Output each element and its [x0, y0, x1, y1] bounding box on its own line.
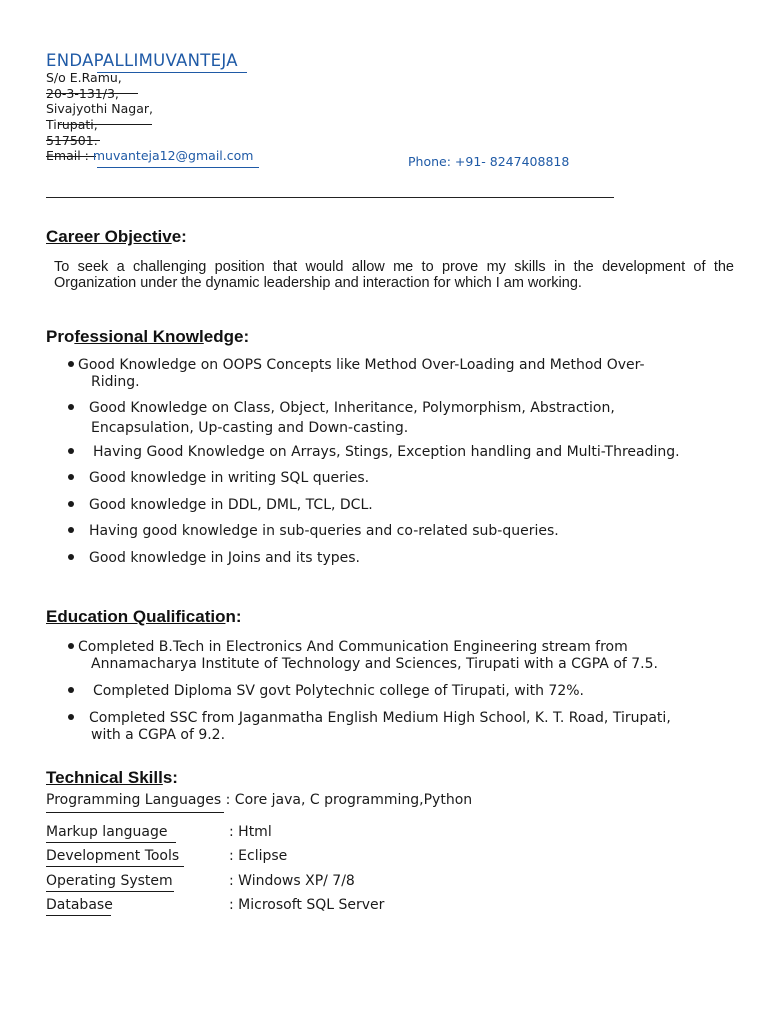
tech-value: : Microsoft SQL Server — [229, 897, 385, 913]
address-line: 20-3-131/3, — [46, 86, 119, 101]
bullet-icon — [68, 554, 74, 560]
bullet-icon — [68, 501, 74, 507]
address-line: Sivajyothi Nagar, — [46, 101, 153, 116]
candidate-name: ENDAPALLIMUVANTEJA — [46, 51, 238, 70]
tech-label: Database — [46, 897, 113, 913]
list-item-continued: Annamacharya Institute of Technology and Sciences, Tirupati with a CGPA of 7.5. — [91, 656, 658, 672]
list-item: Good knowledge in writing SQL queries. — [68, 470, 369, 486]
bullet-icon — [68, 687, 74, 693]
bullet-icon — [68, 361, 74, 367]
list-item: Good knowledge in DDL, DML, TCL, DCL. — [68, 497, 373, 513]
list-item-continued: Encapsulation, Up-casting and Down-casting. — [91, 420, 409, 436]
bullet-icon — [68, 448, 74, 454]
tech-label-underline — [46, 842, 176, 843]
career-objective-text: To seek a challenging position that would allow me to prove my skills in the development of the Organization under the dynamic leadership and interaction for which I am working. — [54, 259, 734, 291]
tech-row-database — [0, 897, 768, 917]
professional-knowledge-heading: Professional Knowledge: — [46, 327, 250, 346]
tech-row-os — [0, 873, 768, 893]
tech-row-tools — [0, 848, 768, 868]
email-row — [46, 148, 253, 163]
email-underline — [97, 167, 259, 168]
tech-label: Development Tools — [46, 848, 180, 864]
list-item: Having Good Knowledge on Arrays, Stings, Exception handling and Multi-Threading. — [68, 444, 680, 460]
tech-label-underline — [46, 866, 184, 867]
list-item: Good Knowledge on OOPS Concepts like Method Over-Loading and Method Over- — [68, 357, 645, 373]
list-item: Having good knowledge in sub-queries and co-related sub-queries. — [68, 523, 559, 539]
address-line: Tirupati, — [46, 117, 98, 132]
email-link[interactable]: muvanteja12@gmail.com — [92, 148, 254, 163]
tech-label-underline — [46, 915, 111, 916]
tech-label: Operating System — [46, 873, 173, 889]
programming-underline — [46, 812, 224, 813]
list-item-continued: Riding. — [91, 374, 140, 390]
address-strike — [58, 124, 152, 125]
address-line: 517501. — [46, 133, 98, 148]
bullet-icon — [68, 643, 74, 649]
list-item: Good Knowledge on Class, Object, Inheritance, Polymorphism, Abstraction, — [68, 400, 615, 416]
email-label: Email : — [46, 148, 93, 163]
phone-label: Phone: — [408, 154, 455, 169]
tech-row-markup — [0, 824, 768, 844]
education-heading: Education Qualification: — [46, 607, 242, 626]
tech-value: : Windows XP/ 7/8 — [229, 873, 355, 889]
phone-number: +91- 8247408818 — [454, 154, 570, 169]
technical-skills-heading: Technical Skills: — [46, 768, 178, 787]
list-item: Completed B.Tech in Electronics And Communication Engineering stream from — [68, 639, 628, 655]
tech-label-underline — [46, 891, 174, 892]
list-item: Good knowledge in Joins and its types. — [68, 550, 360, 566]
tech-label: Markup language — [46, 824, 168, 840]
address-strike — [46, 93, 138, 94]
phone-row — [408, 154, 569, 169]
list-item: Completed Diploma SV govt Polytechnic college of Tirupati, with 72%. — [68, 683, 584, 699]
programming-languages: Programming Languages : Core java, C programming,Python — [46, 792, 473, 808]
address-strike — [46, 140, 100, 141]
bullet-icon — [68, 404, 74, 410]
career-objective-heading: Career Objective: — [46, 227, 187, 246]
address-line: S/o E.Ramu, — [46, 70, 122, 85]
tech-value: : Eclipse — [229, 848, 288, 864]
list-item: Completed SSC from Jaganmatha English Medium High School, K. T. Road, Tirupati, — [68, 710, 671, 726]
bullet-icon — [68, 527, 74, 533]
header-divider — [46, 197, 614, 198]
bullet-icon — [68, 474, 74, 480]
tech-value: : Html — [229, 824, 272, 840]
list-item-continued: with a CGPA of 9.2. — [91, 727, 226, 743]
bullet-icon — [68, 714, 74, 720]
